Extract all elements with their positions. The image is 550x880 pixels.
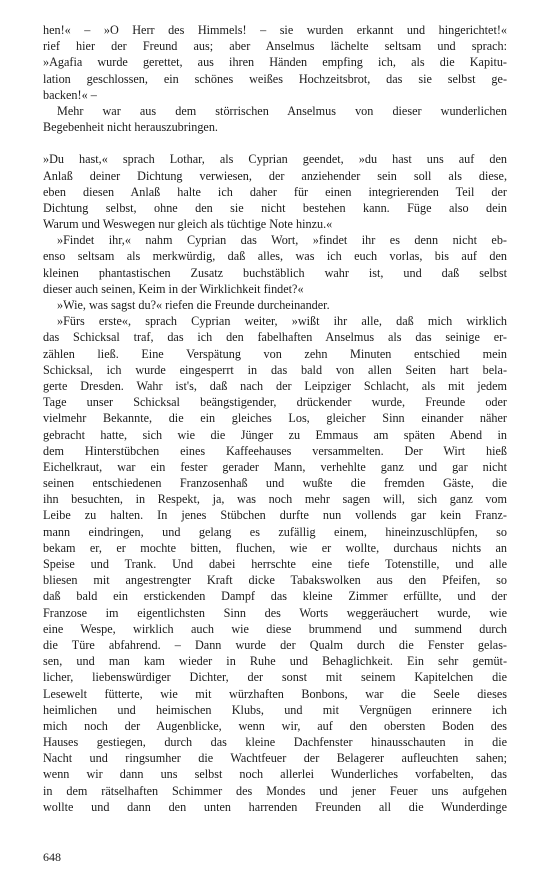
text-line: bliesen mit angestrengter Kraft dicke Tabakswolken aus den Pfeifen, so <box>43 573 507 588</box>
paragraph <box>43 232 507 297</box>
text-line: rief hier der Freund aus; aber Anselmus lächelte seltsam und sprach: <box>43 39 507 54</box>
text-line: zählen ließ. Eine Verspätung von zehn Minuten entschied mein <box>43 346 507 361</box>
text-line: »Fürs erste«, sprach Cyprian weiter, »wißt ihr alle, daß mich wirklich <box>57 314 507 329</box>
text-line: daß bald ein erstickenden Dampf das kleine Zimmer erfüllte, und der <box>43 589 507 604</box>
text-line: enso seltsam als merkwürdig, daß alles, was ich euch vorlas, bis auf den <box>43 249 507 264</box>
text-line: mich noch der Augenblicke, wenn wir, auf den obersten Boden des <box>43 718 507 733</box>
text-line: Lesewelt fütterte, wie mit würzhaften Bonbons, war die Seele dieses <box>43 686 507 701</box>
text-line: sen, und man kam wieder in Ruhe und Behaglichkeit. Ein sehr gemüt- <box>43 654 507 669</box>
text-line: kleinen phantastischen Zusatz buchstäblich wahr ist, und daß selbst <box>43 265 507 280</box>
text-line: Mehr war aus dem störrischen Anselmus von dieser wunderlichen <box>57 103 507 118</box>
text-line: in dem rätselhaften Schimmer des Mondes und jener Feuer uns aufgehen <box>43 783 507 798</box>
text-line: Tage unser Schicksal beängstigender, drückender wurde, Freunde oder <box>43 395 507 410</box>
text-line: mann eindringen, und gelang es zufällig einem, hineinzuschlüpfen, so <box>43 524 507 539</box>
text-line: bekam er, er mochte bitten, fluchen, wie er wollte, durchaus nichts an <box>43 540 507 555</box>
text-line: Dichtung selbst, ohne den sie nicht bestehen kann. Füge also dein <box>43 200 507 215</box>
text-line: dem Hinterstübchen eines Kaffeehauses versammelten. Der Wirt hieß <box>43 443 507 458</box>
text-line: eben diesen Anlaß halte ich daher für einen integrierenden Teil der <box>43 184 507 199</box>
page-number: 648 <box>43 850 61 864</box>
text-line: Leibe zu halten. In jenes Stübchen durfte nun vollends gar kein Franz- <box>43 508 507 523</box>
paragraph <box>43 103 507 135</box>
page-text <box>43 22 507 815</box>
text-line: »Du hast,« sprach Lothar, als Cyprian geendet, »du hast uns auf den <box>43 152 507 167</box>
text-line: gebracht hatte, sich wie die Jünger zu Emmaus am späten Abend in <box>43 427 507 442</box>
section-gap <box>43 135 507 151</box>
text-line: wollte und dann den unten harrenden Freunden all die Wunderdinge <box>43 799 507 814</box>
text-line: seinen entschiedenen Franzosenhaß und wußte die fremden Gäste, die <box>43 476 507 491</box>
paragraph <box>43 313 507 815</box>
paragraph <box>43 297 507 313</box>
text-line: lation geschlossen, ein schönes weißes Hochzeitsbrot, das sie selbst ge- <box>43 71 507 86</box>
text-line: das Schicksal traf, das ich den fabelhaften Anselmus als das seinige er- <box>43 330 507 345</box>
text-line: Franzose im eigentlichsten Sinn des Worts weggeräuchert wurde, wie <box>43 605 507 620</box>
text-line: licher, liebenswürdiger Dichter, der sonst mit seinem Kapitelchen die <box>43 670 507 685</box>
text-line: Eichelkraut, war ein fester gerader Mann, verhehlte ganz und gar nicht <box>43 459 507 474</box>
text-line: Schicksal, ich wurde eingesperrt in das bald von allen Seiten hart bela- <box>43 362 507 377</box>
text-line: gerte Dresden. Wahr ist's, daß nach der Leipziger Schlacht, als mit jedem <box>43 378 507 393</box>
text-line: ihn besuchten, in Respekt, ja, was noch mehr sagen will, sich ganz vom <box>43 492 507 507</box>
text-line: wenn wir dann uns selbst noch allerlei Wunderliches vorfabelten, das <box>43 767 507 782</box>
text-line: backen!« – <box>43 87 97 102</box>
text-line: eine Wespe, wirklich auch wie diese brummend und summend durch <box>43 621 507 636</box>
text-line: Warum und Weswegen nur gleich als tüchtige Note hinzu.« <box>43 217 333 232</box>
text-line: Anlaß deiner Dichtung verwiesen, der anziehender sein soll als diese, <box>43 168 507 183</box>
text-line: Begebenheit nicht herauszubringen. <box>43 120 218 135</box>
text-line: »Agafia wurde gerettet, aus ihren Händen empfing ich, als die Kapitu- <box>43 55 507 70</box>
paragraph <box>43 151 507 232</box>
text-line: hen!« – »O Herr des Himmels! – sie wurden erkannt und hingerichtet!« <box>43 23 507 37</box>
text-line: dieser auch seinen, Keim in der Wirklichkeit findet?« <box>43 281 304 296</box>
text-line: »Findet ihr,« nahm Cyprian das Wort, »findet ihr es denn nicht eb- <box>57 233 507 248</box>
text-line: heimlichen und heimischen Klubs, und mit Vergnügen erinnere ich <box>43 702 507 717</box>
paragraph <box>43 22 507 103</box>
text-line: die Türe abfahrend. – Dann wurde der Qualm durch die Fenster gelas- <box>43 637 507 652</box>
text-line: Hauses gestiegen, durch das kleine Dachfenster hinausschauten in die <box>43 735 507 750</box>
text-line: vielmehr Bekannte, die ein gleiches Los, gleicher Sinn einander näher <box>43 411 507 426</box>
text-line: Nacht und ringsumher die Wachtfeuer der Belagerer aufleuchten sahen; <box>43 751 507 766</box>
text-line: »Wie, was sagst du?« riefen die Freunde durcheinander. <box>57 298 330 312</box>
text-line: Speise und Trank. Und dabei herrschte eine tiefe Totenstille, und alle <box>43 557 507 571</box>
